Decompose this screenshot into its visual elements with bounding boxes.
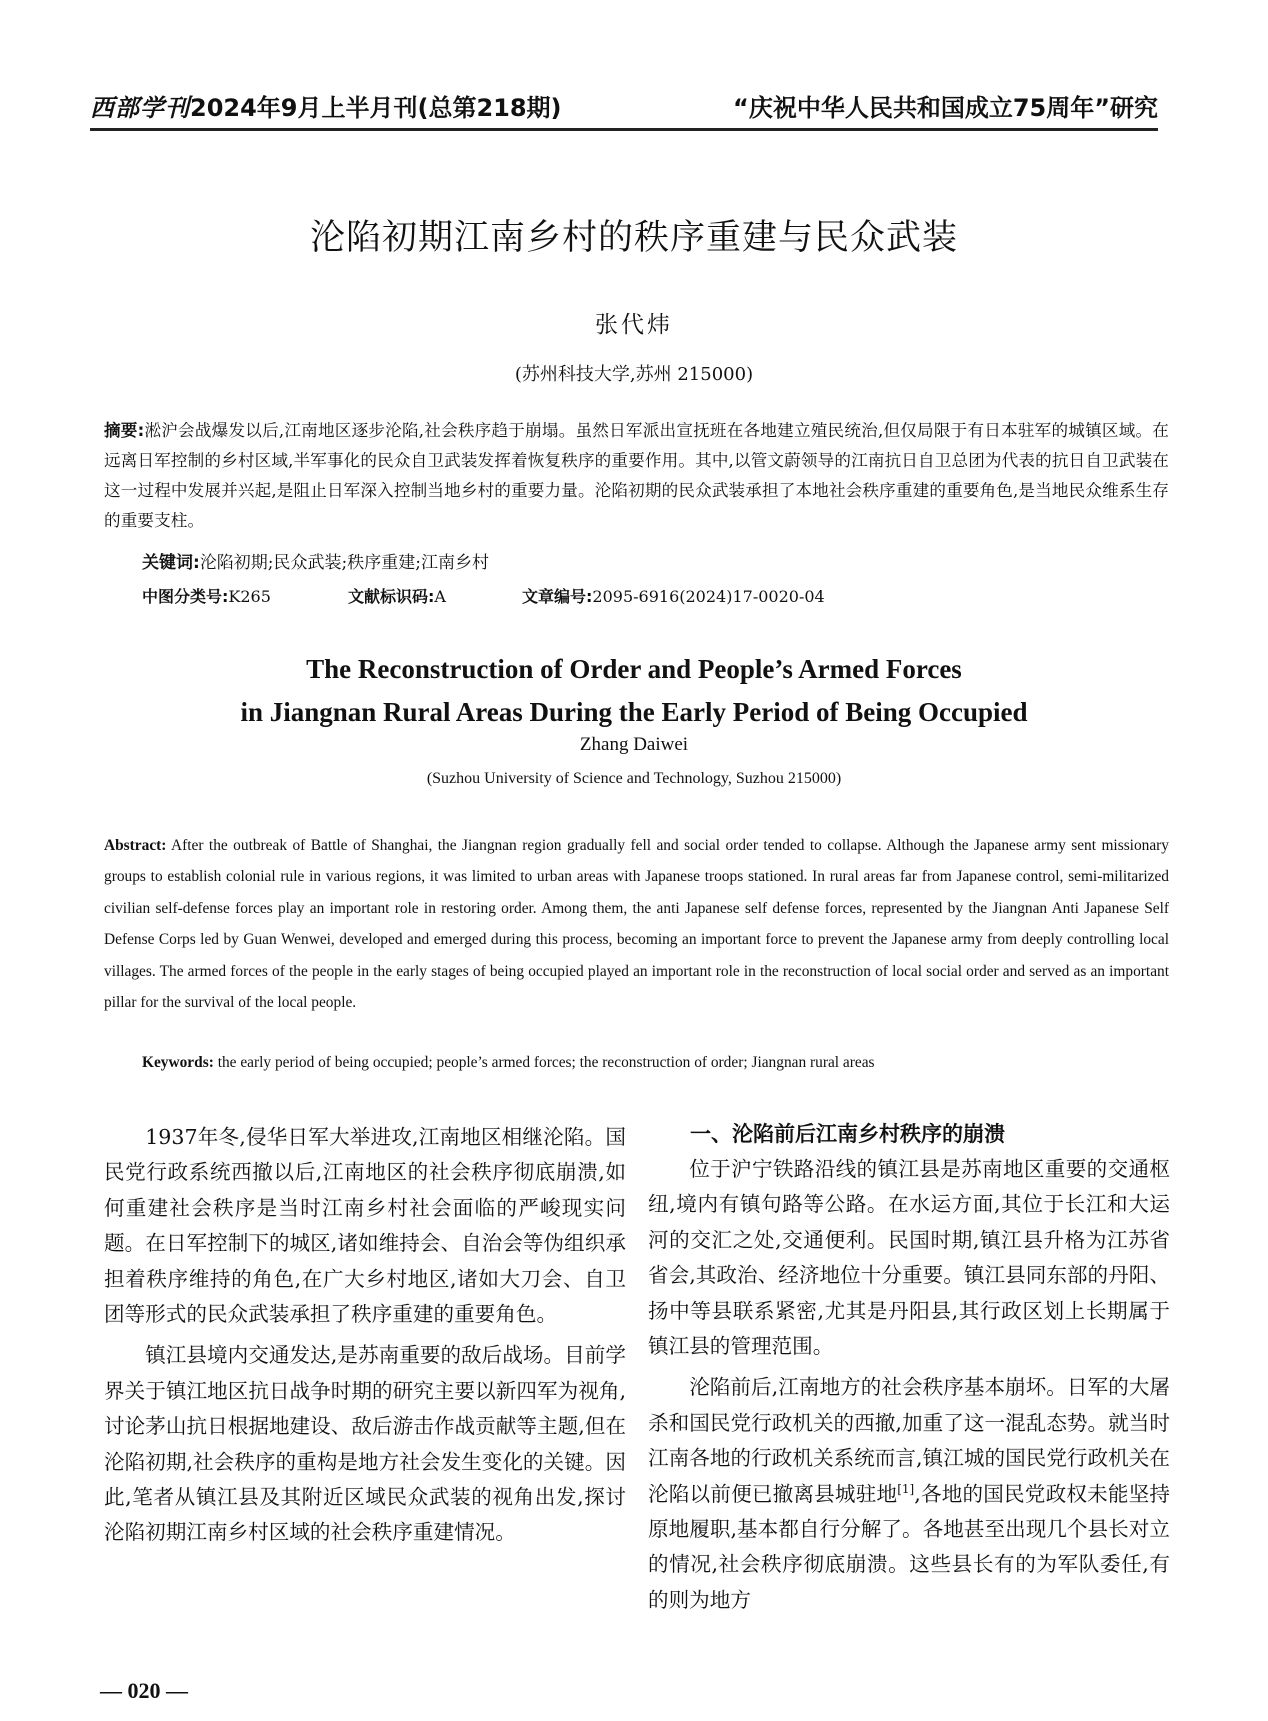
paragraph-text: 沦陷前后,江南地方的社会秩序基本崩坏。日军的大屠杀和国民党行政机关的西撤,加重了这一混乱态势。就当时江南各地的行政机关系统而言,镇江城的国民党行政机关在沦陷以前便已撤离县城驻地: [648, 1375, 1170, 1506]
body-paragraph: 位于沪宁铁路沿线的镇江县是苏南地区重要的交通枢纽,境内有镇句路等公路。在水运方面,其位于长江和大运河的交汇之处,交通便利。民国时期,镇江县升格为江苏省省会,其政治、经济地位十分重要。镇江县同东部的丹阳、扬中等县联系紧密,尤其是丹阳县,其行政区划上长期属于镇江县的管理范围。: [648, 1157, 1170, 1359]
keywords-en-label: Keywords:: [142, 1054, 214, 1071]
column-title: “庆祝中华人民共和国成立75周年”研究: [733, 94, 1158, 122]
keywords-cn-label: 关键词:: [142, 553, 200, 573]
citation-ref[interactable]: [1]: [897, 1481, 915, 1496]
document-code: [348, 584, 446, 607]
clc-value: K265: [228, 587, 271, 606]
body-column-left: [104, 1120, 626, 1551]
keywords-cn: [142, 548, 489, 573]
clc-number: [142, 587, 271, 606]
title-en-line1: The Reconstruction of Order and People’s Armed Forces: [306, 654, 962, 684]
abstract-en-text: After the outbreak of Battle of Shanghai, the Jiangnan region gradually fell and social order tended to collapse. Although the Japanese army sent missionary groups to establish colonial rule in various regions, it was limited to urban areas with Japanese troops stationed. In rural areas far from Japanese control, semi-militarized civilian self-defense forces play an important role in restoring order. Among them, the anti Japanese self defense forces, represented by the Jiangnan Anti Japanese Self Defense Corps led by Guan Wenwei, developed and emerged during this process, becoming an important force to prevent the Japanese army from deeply controlling local villages. The armed forces of the people in the early stages of being occupied played an important role in the reconstruction of local social order and served as an important pillar for the survival of the local people.: [104, 837, 1169, 1012]
title-en-line2: in Jiangnan Rural Areas During the Early Period of Being Occupied: [240, 697, 1028, 727]
body-paragraph: [648, 1370, 1170, 1618]
keywords-en: [142, 1054, 875, 1072]
author-en: Zhang Daiwei: [579, 734, 689, 755]
page-number: — 020 —: [100, 1678, 188, 1703]
doc-value: A: [434, 587, 446, 606]
author-cn: 张代炜: [595, 312, 673, 338]
abstract-cn-label: 摘要:: [104, 421, 145, 440]
classification-info: [142, 584, 825, 607]
abstract-cn-text: 淞沪会战爆发以后,江南地区逐步沦陷,社会秩序趋于崩塌。虽然日军派出宣抚班在各地建立殖民统治,但仅局限于有日本驻军的城镇区域。在远离日军控制的乡村区域,半军事化的民众自卫武装发挥着恢复秩序的重要作用。其中,以管文蔚领导的江南抗日自卫总团为代表的抗日自卫武装在这一过程中发展并兴起,是阻止日军深入控制当地乡村的重要力量。沦陷初期的民众武装承担了本地社会秩序重建的重要角色,是当地民众维系生存的重要支柱。: [104, 421, 1169, 530]
article-title-cn: 沦陷初期江南乡村的秩序重建与民众武装: [309, 218, 958, 258]
abstract-cn: [104, 416, 1169, 536]
article-number: [522, 584, 825, 607]
affiliation-cn: (苏州科技大学,苏州 215000): [514, 364, 754, 385]
paragraph-text: ,各地的国民党政权未能坚持原地履职,基本都自行分解了。各地甚至出现几个县长对立的情况,社会秩序彻底崩溃。这些县长有的为军队委任,有的则为地方: [648, 1481, 1171, 1612]
affiliation-en: (Suzhou University of Science and Technology, Suzhou 215000): [426, 770, 842, 787]
art-value: 2095-6916(2024)17-0020-04: [592, 587, 825, 606]
abstract-en: [104, 830, 1169, 1018]
body-column-right: [648, 1116, 1170, 1618]
running-header: [90, 88, 1158, 131]
section-heading: 一、沦陷前后江南乡村秩序的崩溃: [690, 1122, 1005, 1146]
keywords-en-text: the early period of being occupied; people’s armed forces; the reconstruction of order; Jiangnan rural areas: [217, 1054, 875, 1071]
doc-label: 文献标识码:: [348, 587, 435, 606]
journal-logo: 西部学刊: [90, 93, 190, 122]
article-title-en: [0, 648, 1268, 734]
abstract-en-label: Abstract:: [104, 837, 167, 854]
body-paragraph: 1937年冬,侵华日军大举进攻,江南地区相继沦陷。国民党行政系统西撤以后,江南地区的社会秩序彻底崩溃,如何重建社会秩序是当时江南乡村社会面临的严峻现实问题。在日军控制下的城区,诸如维持会、自治会等伪组织承担着秩序维持的角色,在广大乡村地区,诸如大刀会、自卫团等形式的民众武装承担了秩序重建的重要角色。: [104, 1125, 626, 1327]
clc-label: 中图分类号:: [142, 587, 229, 606]
issue-info: 2024年9月上半月刊(总第218期): [190, 94, 562, 122]
body-paragraph: 镇江县境内交通发达,是苏南重要的敌后战场。目前学界关于镇江地区抗日战争时期的研究主要以新四军为视角,讨论茅山抗日根据地建设、敌后游击作战贡献等主题,但在沦陷初期,社会秩序的重构是地方社会发生变化的关键。因此,笔者从镇江县及其附近区域民众武装的视角出发,探讨沦陷初期江南乡村区域的社会秩序重建情况。: [104, 1343, 626, 1545]
keywords-cn-text: 沦陷初期;民众武装;秩序重建;江南乡村: [199, 553, 489, 573]
header-left: [90, 88, 562, 123]
art-label: 文章编号:: [522, 587, 593, 606]
